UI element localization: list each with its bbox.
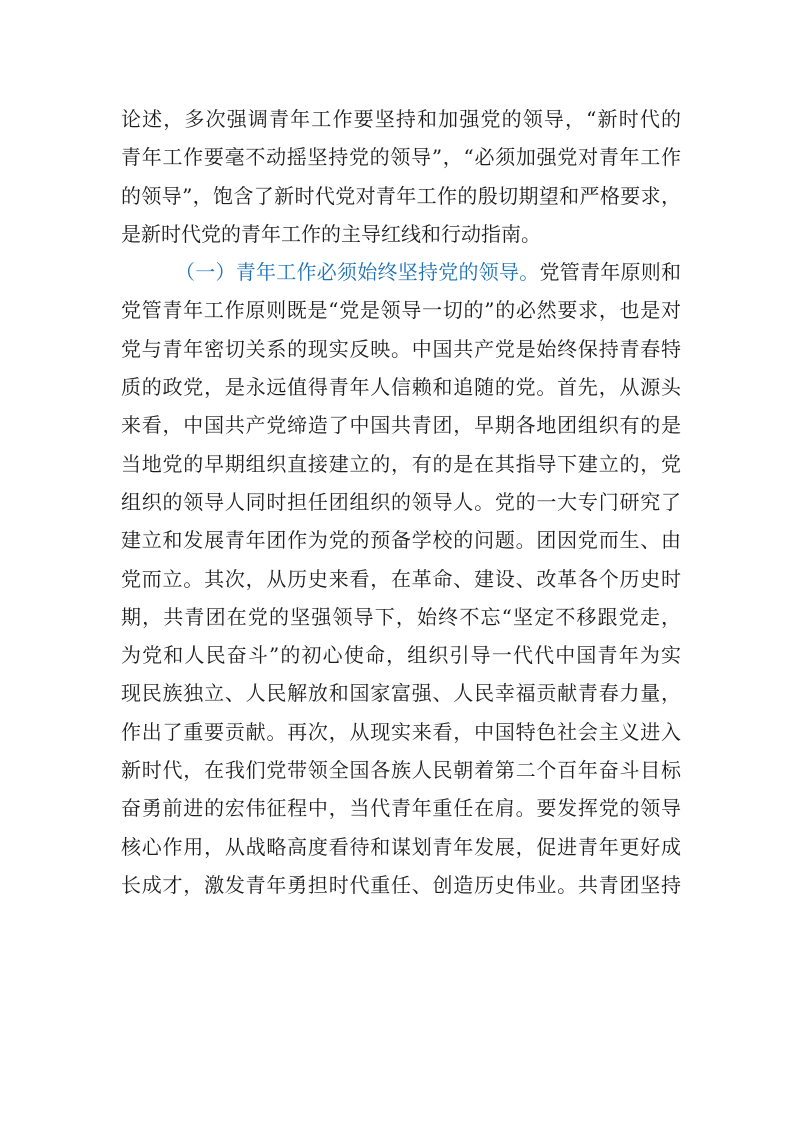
text-line: 论述，多次强调青年工作要坚持和加强党的领导，“新时代的 bbox=[121, 107, 681, 131]
text-line: 期，共青团在党的坚强领导下，始终不忘“坚定不移跟党走， bbox=[121, 604, 681, 629]
text-line: 来看，中国共产党缔造了中国共青团，早期各地团组织有的是 bbox=[121, 413, 681, 438]
heading-tail-text: 党管青年原则和 bbox=[539, 260, 681, 285]
text-line: 的领导”，饱含了新时代党对青年工作的殷切期望和严格要求， bbox=[121, 183, 681, 208]
text-line: 长成才，激发青年勇担时代重任、创造历史伟业。共青团坚持 bbox=[121, 872, 681, 897]
text-line: 作出了重要贡献。再次，从现实来看，中国特色社会主义进入 bbox=[121, 719, 681, 744]
text-line: 青年工作要毫不动摇坚持党的领导”，“必须加强党对青年工作 bbox=[121, 145, 681, 170]
text-line: 是新时代党的青年工作的主导红线和行动指南。 bbox=[121, 221, 541, 246]
text-line: 党管青年工作原则既是“党是领导一切的”的必然要求，也是对 bbox=[121, 298, 681, 323]
body-text bbox=[121, 100, 681, 904]
text-line: 现民族独立、人民解放和国家富强、人民幸福贡献青春力量， bbox=[121, 681, 681, 706]
text-line: 建立和发展青年团作为党的预备学校的问题。团因党而生、由 bbox=[121, 528, 681, 553]
text-line: 质的政党，是永远值得青年人信赖和追随的党。首先，从源头 bbox=[121, 375, 681, 400]
text-line: 党与青年密切关系的现实反映。中国共产党是始终保持青春特 bbox=[121, 336, 681, 361]
text-line: 奋勇前进的宏伟征程中，当代青年重任在肩。要发挥党的领导 bbox=[121, 796, 681, 821]
section-heading: （一）青年工作必须始终坚持党的领导。 bbox=[175, 260, 540, 285]
text-line: 党而立。其次，从历史来看，在革命、建设、改革各个历史时 bbox=[121, 566, 681, 591]
section-heading-line bbox=[121, 253, 681, 291]
text-line: 组织的领导人同时担任团组织的领导人。党的一大专门研究了 bbox=[121, 489, 681, 514]
text-line: 当地党的早期组织直接建立的，有的是在其指导下建立的，党 bbox=[121, 451, 681, 476]
text-line: 为党和人民奋斗”的初心使命，组织引导一代代中国青年为实 bbox=[121, 643, 681, 668]
text-line: 新时代，在我们党带领全国各族人民朝着第二个百年奋斗目标 bbox=[121, 758, 681, 783]
text-line: 核心作用，从战略高度看待和谋划青年发展，促进青年更好成 bbox=[121, 834, 681, 859]
